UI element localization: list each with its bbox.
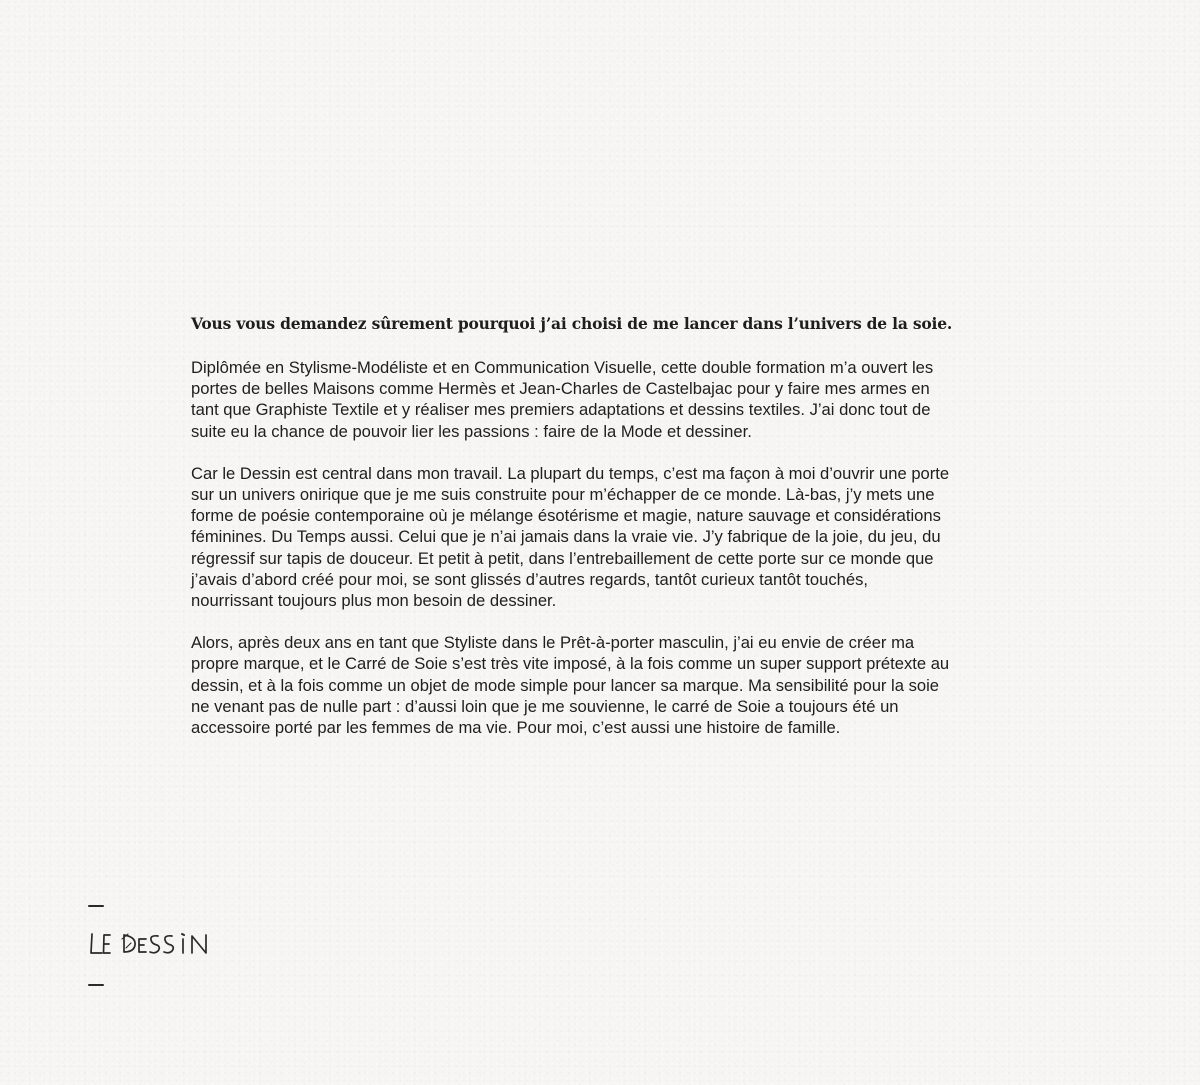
paragraph-line: forme de poésie contemporaine où je mélange ésotérisme et magie, nature sauvage et considérations — [191, 506, 941, 526]
paragraph-line: ne venant pas de nulle part : d’aussi loin que je me souvienne, le carré de Soie a toujours été un — [191, 696, 899, 716]
paragraph-line: accessoire porté par les femmes de ma vie. Pour moi, c’est aussi une histoire de famille. — [191, 718, 841, 738]
text-block — [191, 313, 1021, 759]
paragraph-line: sur un univers onirique que je me suis construite pour m’échapper de ce monde. Là-bas, j’y mets une — [191, 485, 935, 505]
paragraph-line: régressif sur tapis de douceur. Et petit à petit, dans l’entrebaillement de cette porte sur ce monde que — [191, 548, 934, 568]
paragraph-line: dessin, et à la fois comme un objet de mode simple pour lancer sa marque. Ma sensibilité pour la soie — [191, 675, 940, 695]
section-label-handwritten — [86, 898, 226, 993]
le-dessin-handwriting — [86, 926, 221, 962]
paragraph-line: féminines. Du Temps aussi. Celui que je n’ai jamais dans la vraie vie. J’y fabrique de la joie, du jeu, du — [191, 527, 941, 547]
divider-top — [88, 905, 104, 907]
paragraph-line: j’avais d’abord créé pour moi, se sont glissés d’autres regards, tantôt curieux tantôt touchés, — [191, 569, 869, 589]
paragraph-line: Car le Dessin est central dans mon travail. La plupart du temps, c’est ma façon à moi d’ouvrir une porte — [191, 463, 950, 483]
paragraph-dessin — [191, 463, 1021, 611]
divider-bottom — [88, 984, 104, 986]
paragraph-line: suite eu la chance de pouvoir lier les passions : faire de la Mode et dessiner. — [191, 421, 752, 441]
paragraph-line: tant que Graphiste Textile et y réaliser mes premiers adaptations et dessins textiles. J’ai donc tout de — [191, 400, 931, 420]
paragraph-line: portes de belles Maisons comme Hermès et Jean-Charles de Castelbajac pour y faire mes armes en — [191, 379, 930, 399]
paragraph-line: nourrissant toujours plus mon besoin de dessiner. — [191, 591, 557, 611]
paragraph-line: propre marque, et le Carré de Soie s’est très vite imposé, à la fois comme un super support prétexte au — [191, 654, 950, 674]
paragraph-diplome — [191, 357, 1021, 442]
paragraph-line: Diplômée en Stylisme-Modéliste et en Communication Visuelle, cette double formation m’a ouvert les — [191, 358, 934, 377]
paragraph-marque — [191, 632, 1021, 738]
paragraph-line: Alors, après deux ans en tant que Styliste dans le Prêt-à-porter masculin, j’ai eu envie de créer ma — [191, 633, 915, 653]
heading: Vous vous demandez sûrement pourquoi j’ai choisi de me lancer dans l’univers de la soie. — [191, 314, 953, 333]
